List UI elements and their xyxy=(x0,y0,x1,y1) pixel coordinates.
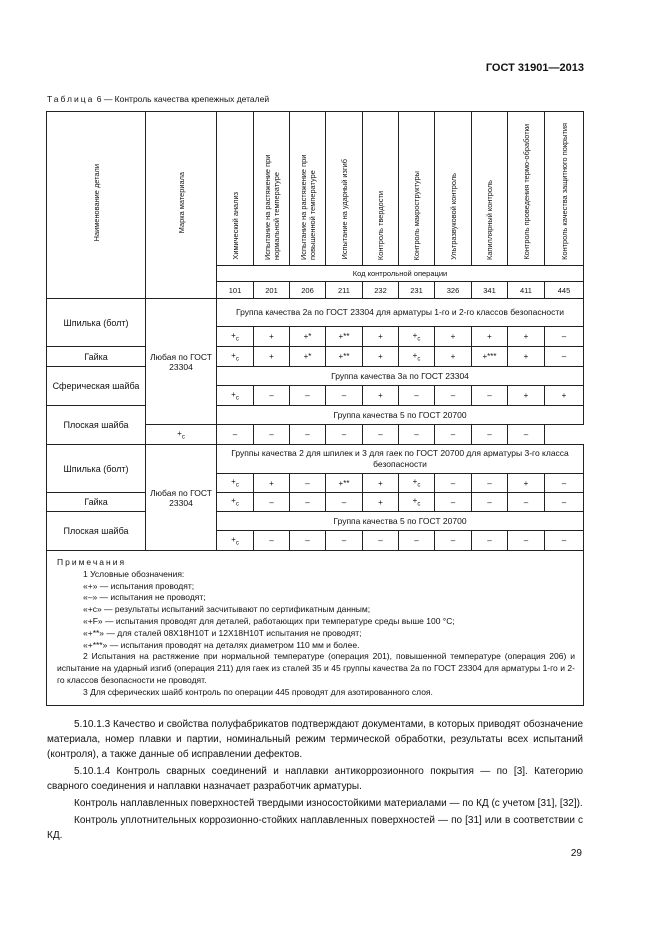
value-cell: – xyxy=(508,531,545,551)
value-cell: + xyxy=(363,493,399,512)
material-grade: Любая по ГОСТ 23304 xyxy=(146,445,217,551)
note-line: «+F» — испытания проводят для деталей, работающих при температуре среды выше 100 °С; xyxy=(83,615,455,626)
table-row xyxy=(47,347,584,367)
value-cell: – xyxy=(545,531,584,551)
part-name: Плоская шайба xyxy=(47,406,146,445)
header-part-name: Наименование детали xyxy=(47,112,146,299)
note-line: «+c» — результаты испытаний засчитывают по сертификатным данным; xyxy=(83,604,371,615)
paragraph: Контроль наплавленных поверхностей твердыми износостойкими материалами — по КД (с учетом [31], [32]). xyxy=(74,798,583,809)
op-code: 326 xyxy=(435,282,472,299)
caption-label: Таблица xyxy=(47,94,95,104)
value-cell: +* xyxy=(290,327,326,347)
value-cell: – xyxy=(363,531,399,551)
value-cell: – xyxy=(290,386,326,406)
note-line: «+***» — испытания проводят на деталях диаметром 110 мм и более. xyxy=(83,639,360,650)
op-code: 206 xyxy=(290,282,326,299)
value-cell: – xyxy=(254,425,290,445)
value-cell: + xyxy=(508,386,545,406)
value-cell: $+_c$ xyxy=(399,327,435,347)
value-cell: $+_c$ xyxy=(399,474,435,493)
header-test: Испытание на ударный изгиб xyxy=(326,112,363,266)
caption-title: — Контроль качества крепежных деталей xyxy=(103,94,270,104)
op-code: 201 xyxy=(254,282,290,299)
value-cell: + xyxy=(363,327,399,347)
value-cell: – xyxy=(508,493,545,512)
header-test: Капиллярный контроль xyxy=(472,112,508,266)
value-cell: – xyxy=(435,493,472,512)
value-cell: – xyxy=(435,386,472,406)
value-cell: + xyxy=(254,474,290,493)
op-code-label: Код контрольной операции xyxy=(217,265,584,282)
value-cell: + xyxy=(508,474,545,493)
value-cell: – xyxy=(435,531,472,551)
part-name: Сферическая шайба xyxy=(47,367,146,406)
value-cell: – xyxy=(472,493,508,512)
value-cell: – xyxy=(290,493,326,512)
quality-group: Группа качества 3а по ГОСТ 23304 xyxy=(217,367,584,386)
value-cell: + xyxy=(363,386,399,406)
value-cell: – xyxy=(363,425,399,445)
value-cell: – xyxy=(290,531,326,551)
group-row xyxy=(47,367,584,386)
value-cell: + xyxy=(435,347,472,367)
note-line: 2 Испытания на растяжение при нормальной температуре (операция 201), повышенной температуре (операция 206) и испытание на ударный изгиб (операция 211) для гаек из сталей 35 и 45 группы качества 2а по ГОСТ 23304 для арматуры 1-го и 2-го классов безопасности не проводят. xyxy=(57,651,575,685)
value-cell: – xyxy=(326,425,363,445)
page-number: 29 xyxy=(570,848,582,859)
header-test: Ультразвуковой контроль xyxy=(435,112,472,266)
op-code: 231 xyxy=(399,282,435,299)
notes-title: Примечания xyxy=(57,557,127,567)
op-code: 411 xyxy=(508,282,545,299)
part-name: Шпилька (болт) xyxy=(47,299,146,347)
value-cell: $+_c$ xyxy=(217,327,254,347)
value-cell: – xyxy=(326,531,363,551)
value-cell: $+_c$ xyxy=(217,347,254,367)
part-name: Плоская шайба xyxy=(47,512,146,551)
value-cell: + xyxy=(508,347,545,367)
quality-group: Группа качества 5 по ГОСТ 20700 xyxy=(217,406,584,425)
value-cell: – xyxy=(472,531,508,551)
value-cell: – xyxy=(254,493,290,512)
value-cell: – xyxy=(472,425,508,445)
notes-block xyxy=(47,551,584,706)
value-cell: – xyxy=(217,425,254,445)
header-row xyxy=(47,112,584,266)
op-code: 341 xyxy=(472,282,508,299)
note-line: 1 Условные обозначения: xyxy=(83,568,185,579)
value-cell: $+_c$ xyxy=(217,474,254,493)
value-cell: + xyxy=(254,327,290,347)
caption-number: 6 xyxy=(96,94,102,104)
value-cell: +*** xyxy=(472,347,508,367)
header-test: Испытание на растяжение при повышенной температуре xyxy=(290,112,326,266)
body-text xyxy=(47,717,583,845)
value-cell: $+_c$ xyxy=(217,531,254,551)
quality-group: Группы качества 2 для шпилек и 3 для гаек по ГОСТ 20700 для арматуры 3-го класса безопасности xyxy=(217,445,584,474)
value-cell: – xyxy=(399,425,435,445)
value-cell: $+_c$ xyxy=(399,347,435,367)
value-cell: – xyxy=(254,386,290,406)
value-cell: + xyxy=(254,347,290,367)
value-cell: – xyxy=(399,386,435,406)
value-cell: + xyxy=(508,327,545,347)
value-cell: – xyxy=(472,386,508,406)
value-cell: – xyxy=(435,425,472,445)
note-line: «–» — испытания не проводят; xyxy=(83,592,206,603)
material-grade: Любая по ГОСТ 23304 xyxy=(146,299,217,425)
value-cell: + xyxy=(363,474,399,493)
group-row xyxy=(47,445,584,474)
value-cell: – xyxy=(326,386,363,406)
header-test: Испытание на растяжение при нормальной температуре xyxy=(254,112,290,266)
value-cell: – xyxy=(254,531,290,551)
value-cell: +** xyxy=(326,474,363,493)
header-test: Контроль макроструктуры xyxy=(399,112,435,266)
note-line: «+**» — для сталей 08Х18Н10Т и 12Х18Н10Т испытания не проводят; xyxy=(83,627,362,638)
op-code: 101 xyxy=(217,282,254,299)
op-code: 232 xyxy=(363,282,399,299)
value-cell: + xyxy=(545,386,584,406)
header-test: Контроль проведения термо-обработки xyxy=(508,112,545,266)
part-name: Шпилька (болт) xyxy=(47,445,146,493)
table-row xyxy=(47,493,584,512)
value-cell: – xyxy=(290,425,326,445)
paragraph: 5.10.1.4 Контроль сварных соединений и наплавки антикоррозионного покрытия — по [3]. Категорию сварного соединения и наплавки назначает разработчик арматуры. xyxy=(47,766,583,792)
value-cell: – xyxy=(508,425,545,445)
value-cell: + xyxy=(472,327,508,347)
header-test: Химический анализ xyxy=(217,112,254,266)
part-name: Гайка xyxy=(47,347,146,367)
value-cell: +** xyxy=(326,327,363,347)
group-row xyxy=(47,512,584,531)
value-cell: $+_c$ xyxy=(399,493,435,512)
value-cell: – xyxy=(326,493,363,512)
paragraph: 5.10.1.3 Качество и свойства полуфабрикатов подтверждают документами, в которых приводят обозначение материала, номер плавки и партии, номинальный режим термической обработки, результаты всех испытаний (контроля), а также данные об исправлении дефектов. xyxy=(47,719,583,760)
part-name: Гайка xyxy=(47,493,146,512)
note-line: «+» — испытания проводят; xyxy=(83,580,195,591)
table-caption xyxy=(47,94,269,104)
value-cell: – xyxy=(290,474,326,493)
quality-group: Группа качества 5 по ГОСТ 20700 xyxy=(217,512,584,531)
quality-control-table xyxy=(46,111,584,706)
value-cell: + xyxy=(363,347,399,367)
header-material: Марка материала xyxy=(146,112,217,299)
value-cell: – xyxy=(545,347,584,367)
value-cell: $+_c$ xyxy=(217,493,254,512)
value-cell: – xyxy=(545,474,584,493)
group-row xyxy=(47,406,584,425)
value-cell: +* xyxy=(290,347,326,367)
value-cell: + xyxy=(435,327,472,347)
value-cell: – xyxy=(399,531,435,551)
group-row xyxy=(47,299,584,327)
op-code: 211 xyxy=(326,282,363,299)
document-header: ГОСТ 31901—2013 xyxy=(485,62,584,74)
value-cell: – xyxy=(472,474,508,493)
value-cell: – xyxy=(545,493,584,512)
header-test: Контроль качества защитного покрытия xyxy=(545,112,584,266)
value-cell: – xyxy=(545,327,584,347)
notes-row xyxy=(47,551,584,706)
note-line: 3 Для сферических шайб контроль по операции 445 проводят для азотированного слоя. xyxy=(83,686,433,697)
op-code: 445 xyxy=(545,282,584,299)
value-cell: +** xyxy=(326,347,363,367)
quality-group: Группа качества 2а по ГОСТ 23304 для арматуры 1-го и 2-го классов безопасности xyxy=(217,299,584,327)
header-test: Контроль твердости xyxy=(363,112,399,266)
value-cell: – xyxy=(435,474,472,493)
value-cell: $+_c$ xyxy=(146,425,217,445)
paragraph: Контроль уплотнительных коррозионно-стойких наплавленных поверхностей — по [31] или в соответствии с КД. xyxy=(47,815,583,841)
value-cell: $+_c$ xyxy=(217,386,254,406)
